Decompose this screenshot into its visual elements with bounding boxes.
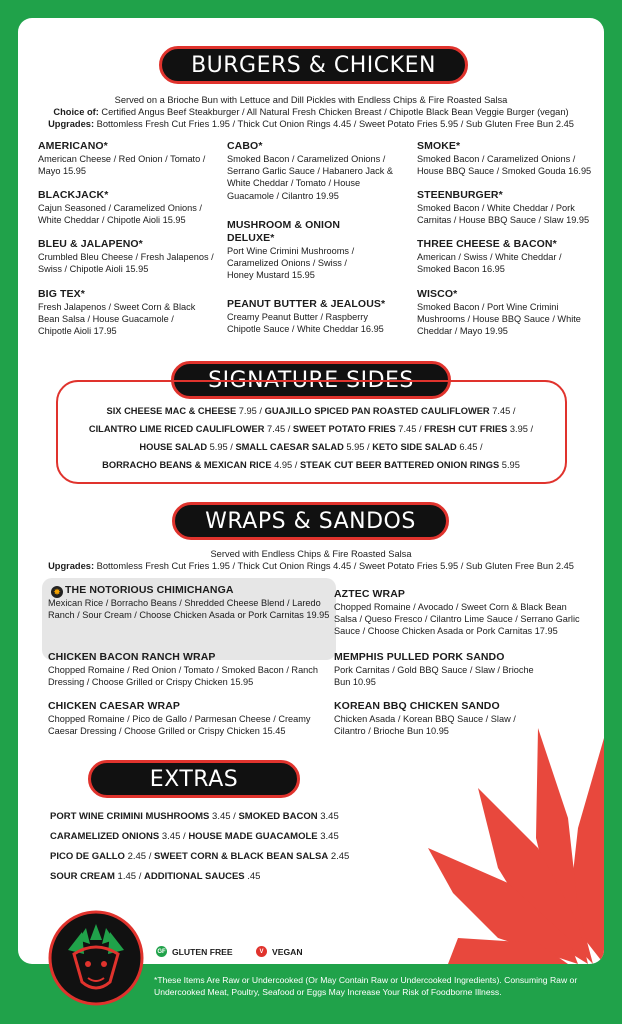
item-name: KOREAN BBQ CHICKEN SANDO [334, 700, 500, 712]
item-desc: Creamy Peanut Butter / Raspberry Chipotle Sauce / White Cheddar 16.95 [227, 312, 384, 335]
menu-item-chicken-bacon-ranch [48, 651, 328, 688]
extra-name: PICO DE GALLO [50, 851, 125, 862]
item-name: AZTEC WRAP [334, 588, 405, 600]
raw-food-disclaimer: *These Items Are Raw or Undercooked (Or May Contain Raw or Undercooked Ingredients). Consuming Raw or Undercooked Meat, Poultry, Seafood or Eggs May Increase Your Risk of Foodborne Illness. [154, 975, 578, 997]
gluten-free-label: GLUTEN FREE [172, 946, 233, 957]
side-name: GUAJILLO SPICED PAN ROASTED CAULIFLOWER [264, 406, 490, 416]
extra-price: 2.45 [328, 851, 350, 862]
item-desc: Cajun Seasoned / Caramelized Onions / White Cheddar / Chipotle Aioli 15.95 [38, 203, 202, 226]
item-desc: Fresh Jalapenos / Sweet Corn & Black Bean Salsa / House Guacamole / Chipotle Aioli 17.95 [38, 302, 196, 337]
item-desc: Mexican Rice / Borracho Beans / Shredded Cheese Blend / Laredo Ranch / Sour Cream / Choose Chicken Asada or Pork Carnitas 19.95 [48, 598, 330, 621]
burgers-choice-line [18, 106, 604, 118]
extra-price: 3.45 [317, 811, 339, 822]
menu-item-chicken-caesar [48, 700, 338, 737]
side-name: KETO SIDE SALAD [372, 442, 457, 452]
vegan-badge-icon: V [256, 946, 267, 957]
menu-item-bleu-jalapeno [38, 238, 218, 275]
sides-line-2 [18, 424, 604, 434]
item-desc: Chopped Romaine / Avocado / Sweet Corn & Black Bean Salsa / Queso Fresco / Cilantro Lime Sauce / Serrano Garlic Sauce / Choose Chicken Asada or Pork Carnitas 17.95 [334, 602, 580, 637]
menu-card [18, 18, 604, 964]
burgers-title: BURGERS & CHICKEN [191, 52, 436, 78]
item-name: CHICKEN CAESAR WRAP [48, 700, 180, 712]
item-name: MUSHROOM & ONION DELUXE* [227, 219, 341, 244]
sides-title: SIGNATURE SIDES [208, 367, 414, 393]
bull-logo-icon [48, 910, 144, 1006]
legend-gluten-free [156, 946, 233, 957]
item-name: BIG TEX* [38, 288, 85, 300]
item-name: SMOKE* [417, 140, 461, 152]
extra-name: SWEET CORN & BLACK BEAN SALSA [154, 851, 329, 862]
extras-title: EXTRAS [149, 766, 239, 792]
menu-item-americano [38, 140, 218, 177]
side-name: HOUSE SALAD [139, 442, 208, 452]
wraps-heading-pill [172, 502, 449, 540]
extras-line-1 [50, 811, 339, 822]
burgers-heading-pill [159, 46, 468, 84]
side-name: SMALL CAESAR SALAD [235, 442, 344, 452]
side-name: BORRACHO BEANS & MEXICAN RICE [102, 460, 272, 470]
extra-name: PORT WINE CRIMINI MUSHROOMS [50, 811, 210, 822]
upgrades-text: Bottomless Fresh Cut Fries 1.95 / Thick Cut Onion Rings 4.45 / Sweet Potato Fries 5.95 / Sub Gluten Free Bun 2.45 [94, 561, 574, 571]
item-name: THREE CHEESE & BACON* [417, 238, 557, 250]
extra-name: SMOKED BACON [238, 811, 318, 822]
item-name: BLACKJACK* [38, 189, 109, 201]
item-desc: Chopped Romaine / Red Onion / Tomato / Smoked Bacon / Ranch Dressing / Choose Grilled or Crispy Chicken 15.95 [48, 665, 318, 688]
wraps-served-text: Served with Endless Chips & Fire Roasted Salsa [210, 549, 412, 559]
featured-star-icon: ✸ [51, 586, 63, 598]
menu-item-wisco [417, 288, 582, 338]
burgers-served-text: Served on a Brioche Bun with Lettuce and Dill Pickles with Endless Chips & Fire Roasted Salsa [114, 95, 508, 105]
menu-item-steenburger [417, 189, 592, 226]
side-price: 3.95 / [507, 424, 534, 434]
item-name: STEENBURGER* [417, 189, 503, 201]
menu-item-memphis-pulled-pork [334, 651, 544, 688]
menu-item-three-cheese [417, 238, 577, 275]
item-name: THE NOTORIOUS CHIMICHANGA [65, 584, 234, 596]
extras-line-4 [50, 871, 260, 882]
item-desc: Crumbled Bleu Cheese / Fresh Jalapenos / Swiss / Chipotle Aioli 15.95 [38, 252, 214, 275]
extra-price: 2.45 / [124, 851, 155, 862]
extra-name: ADDITIONAL SAUCES [143, 871, 245, 882]
side-name: CILANTRO LIME RICED CAULIFLOWER [88, 424, 265, 434]
extra-name: HOUSE MADE GUACAMOLE [188, 831, 318, 842]
side-price: 7.45 / [489, 406, 516, 416]
item-desc: American / Swiss / White Cheddar / Smoked Bacon 16.95 [417, 252, 562, 275]
item-name: WISCO* [417, 288, 458, 300]
item-desc: Chopped Romaine / Pico de Gallo / Parmesan Cheese / Creamy Caesar Dressing / Choose Grilled or Crispy Chicken 15.45 [48, 714, 311, 737]
side-name: SWEET POTATO FRIES [292, 424, 396, 434]
menu-item-peanut-butter [227, 298, 402, 335]
sides-line-3 [18, 442, 604, 452]
menu-item-mushroom-onion [227, 219, 367, 282]
menu-item-aztec-wrap [334, 588, 592, 638]
item-desc: American Cheese / Red Onion / Tomato / Mayo 15.95 [38, 154, 206, 177]
item-desc: Chicken Asada / Korean BBQ Sauce / Slaw / Cilantro / Brioche Bun 10.95 [334, 714, 516, 737]
upgrades-label: Upgrades: [48, 561, 95, 571]
upgrades-label: Upgrades: [48, 119, 95, 129]
menu-item-blackjack [38, 189, 218, 226]
extra-price: 1.45 / [114, 871, 144, 882]
side-price: 5.95 / [343, 442, 373, 452]
menu-item-big-tex [38, 288, 208, 338]
item-desc: Port Wine Crimini Mushrooms / Caramelized Onions / Swiss / Honey Mustard 15.95 [227, 246, 355, 281]
item-desc: Smoked Bacon / Caramelized Onions / House BBQ Sauce / Smoked Gouda 16.95 [417, 154, 592, 177]
extra-price: 3.45 [317, 831, 339, 842]
extras-line-2 [50, 831, 339, 842]
side-price: 5.95 / [207, 442, 236, 452]
upgrades-text: Bottomless Fresh Cut Fries 1.95 / Thick Cut Onion Rings 4.45 / Sweet Potato Fries 5.95 / Sub Gluten Free Bun 2.45 [94, 119, 574, 129]
item-name: MEMPHIS PULLED PORK SANDO [334, 651, 505, 663]
side-name: FRESH CUT FRIES [424, 424, 508, 434]
item-name: CABO* [227, 140, 263, 152]
extras-heading-pill [88, 760, 300, 798]
side-price: 7.95 / [236, 406, 265, 416]
item-name: AMERICANO* [38, 140, 108, 152]
item-desc: Pork Carnitas / Gold BBQ Sauce / Slaw / Brioche Bun 10.95 [334, 665, 534, 688]
sides-line-1 [18, 406, 604, 416]
item-name: PEANUT BUTTER & JEALOUS* [227, 298, 386, 310]
menu-item-cabo [227, 140, 397, 202]
item-desc: Smoked Bacon / Port Wine Crimini Mushrooms / House BBQ Sauce / White Cheddar / Mayo 19.95 [417, 302, 581, 337]
vegan-label: VEGAN [272, 946, 303, 957]
side-name: SIX CHEESE MAC & CHEESE [106, 406, 237, 416]
item-desc: Smoked Bacon / White Cheddar / Pork Carnitas / House BBQ Sauce / Slaw 19.95 [417, 203, 590, 226]
agave-leaves-illustration [418, 708, 604, 964]
item-name: CHICKEN BACON RANCH WRAP [48, 651, 216, 663]
extra-price: 3.45 / [209, 811, 239, 822]
side-price: 7.45 / [264, 424, 293, 434]
side-price: 6.45 / [456, 442, 483, 452]
extra-name: CARAMELIZED ONIONS [50, 831, 160, 842]
wraps-title: WRAPS & SANDOS [205, 508, 416, 534]
extra-name: SOUR CREAM [50, 871, 115, 882]
menu-item-chimichanga [48, 584, 333, 621]
side-price: 4.95 / [271, 460, 300, 470]
sides-line-4 [18, 460, 604, 470]
wraps-upgrades-line [18, 560, 604, 572]
item-desc: Smoked Bacon / Caramelized Onions / Serrano Garlic Sauce / Habanero Jack & White Cheddar / Tomato / House Guacamole / Cilantro 19.95 [227, 154, 393, 201]
burgers-upgrades-line [18, 118, 604, 130]
extra-price: .45 [244, 871, 261, 882]
choice-label: Choice of: [53, 107, 99, 117]
extras-line-3 [50, 851, 349, 862]
side-price: 7.45 / [395, 424, 425, 434]
gluten-free-badge-icon: GF [156, 946, 167, 957]
side-name: STEAK CUT BEER BATTERED ONION RINGS [299, 460, 500, 470]
extra-price: 3.45 / [159, 831, 189, 842]
menu-item-smoke [417, 140, 592, 177]
item-name: BLEU & JALAPENO* [38, 238, 143, 250]
choice-text: Certified Angus Beef Steakburger / All Natural Fresh Chicken Breast / Chipotle Black Bean Veggie Burger (vegan) [98, 107, 569, 117]
side-price: 5.95 [499, 460, 520, 470]
legend-vegan [256, 946, 303, 957]
